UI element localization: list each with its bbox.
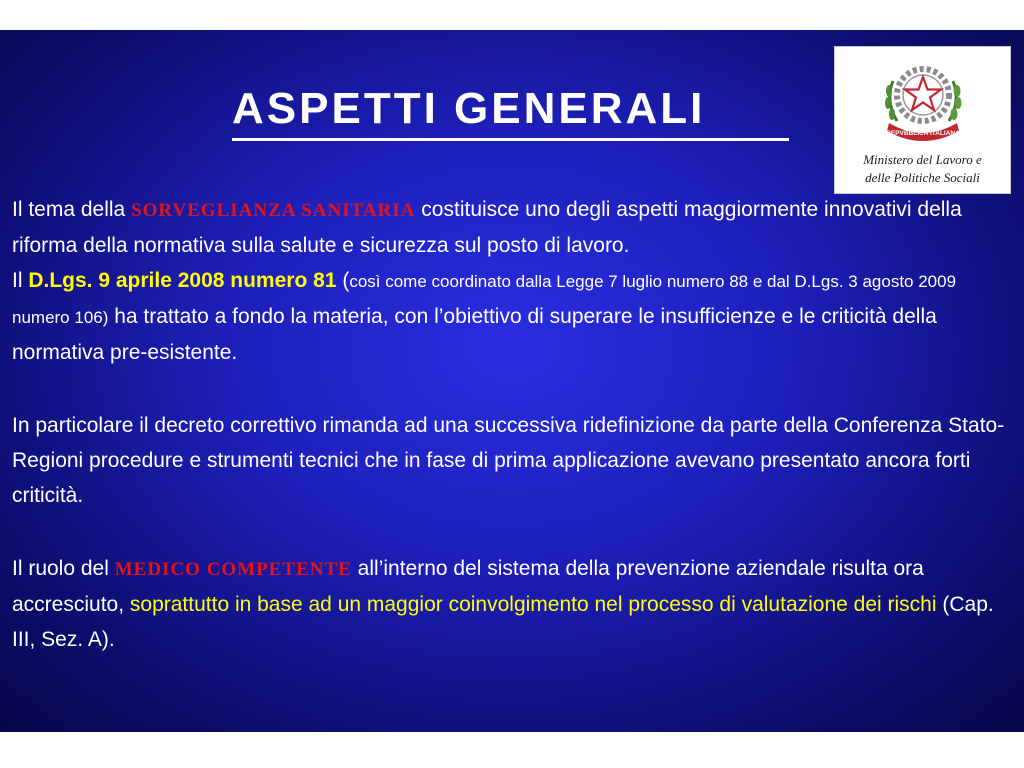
decree-reference: D.Lgs. 9 aprile 2008 numero 81 bbox=[28, 269, 337, 292]
paragraph-decreto-correttivo: In particolare il decreto correttivo rimanda ad una successiva ridefinizione da parte della Conferenza Stato-Regioni procedure e strumenti tecnici che in fase di prima applicazione avevano presentato ancora forti criticità. bbox=[12, 414, 1005, 507]
p2-pre: Il bbox=[12, 269, 29, 292]
logo-caption-line1: Ministero del Lavoro e bbox=[863, 152, 982, 167]
paragraph-medico-competente bbox=[12, 551, 1012, 657]
p4-mid: all’interno del sistema della prevenzione aziendale risulta ora accresciuto, bbox=[12, 557, 924, 616]
logo-caption bbox=[835, 151, 1010, 187]
p2-post: ha trattato a fondo la materia, con l’obiettivo di superare le insufficienze e le criticità della normativa pre-esistente. bbox=[12, 305, 937, 364]
keyword-medico-competente: MEDICO COMPETENTE bbox=[114, 559, 352, 580]
p1-pre: Il tema della bbox=[12, 198, 132, 221]
p4-post: (Cap. III, Sez. A). bbox=[12, 593, 994, 651]
paragraph-sorveglianza bbox=[12, 192, 1012, 263]
risk-assessment-highlight: soprattutto in base ad un maggior coinvolgimento nel processo di valutazione dei rischi bbox=[129, 593, 937, 616]
spacer bbox=[12, 513, 1012, 551]
slide-body bbox=[12, 192, 1012, 657]
decree-coordination-note: così come coordinato dalla Legge 7 luglio numero 88 e dal D.Lgs. 3 agosto 2009 numero 106) bbox=[12, 272, 957, 327]
logo-caption-line2: delle Politiche Sociali bbox=[865, 170, 980, 185]
ministry-logo bbox=[834, 46, 1011, 194]
p1-post: costituisce uno degli aspetti maggiormente innovativi della riforma della normativa sulla salute e sicurezza sul posto di lavoro. bbox=[12, 198, 962, 257]
title-underline bbox=[232, 138, 789, 141]
spacer bbox=[12, 370, 1012, 408]
p2-paren: ( bbox=[336, 269, 350, 292]
p4-pre: Il ruolo del bbox=[12, 557, 115, 580]
paragraph-dlgs bbox=[12, 263, 1012, 370]
slide bbox=[0, 30, 1024, 732]
emblem-ribbon-text: REPVBBLICA ITALIANA bbox=[886, 130, 960, 137]
slide-title: ASPETTI GENERALI bbox=[232, 84, 706, 133]
italian-republic-emblem-icon bbox=[875, 51, 971, 143]
keyword-sorveglianza-sanitaria: SORVEGLIANZA SANITARIA bbox=[131, 200, 416, 221]
